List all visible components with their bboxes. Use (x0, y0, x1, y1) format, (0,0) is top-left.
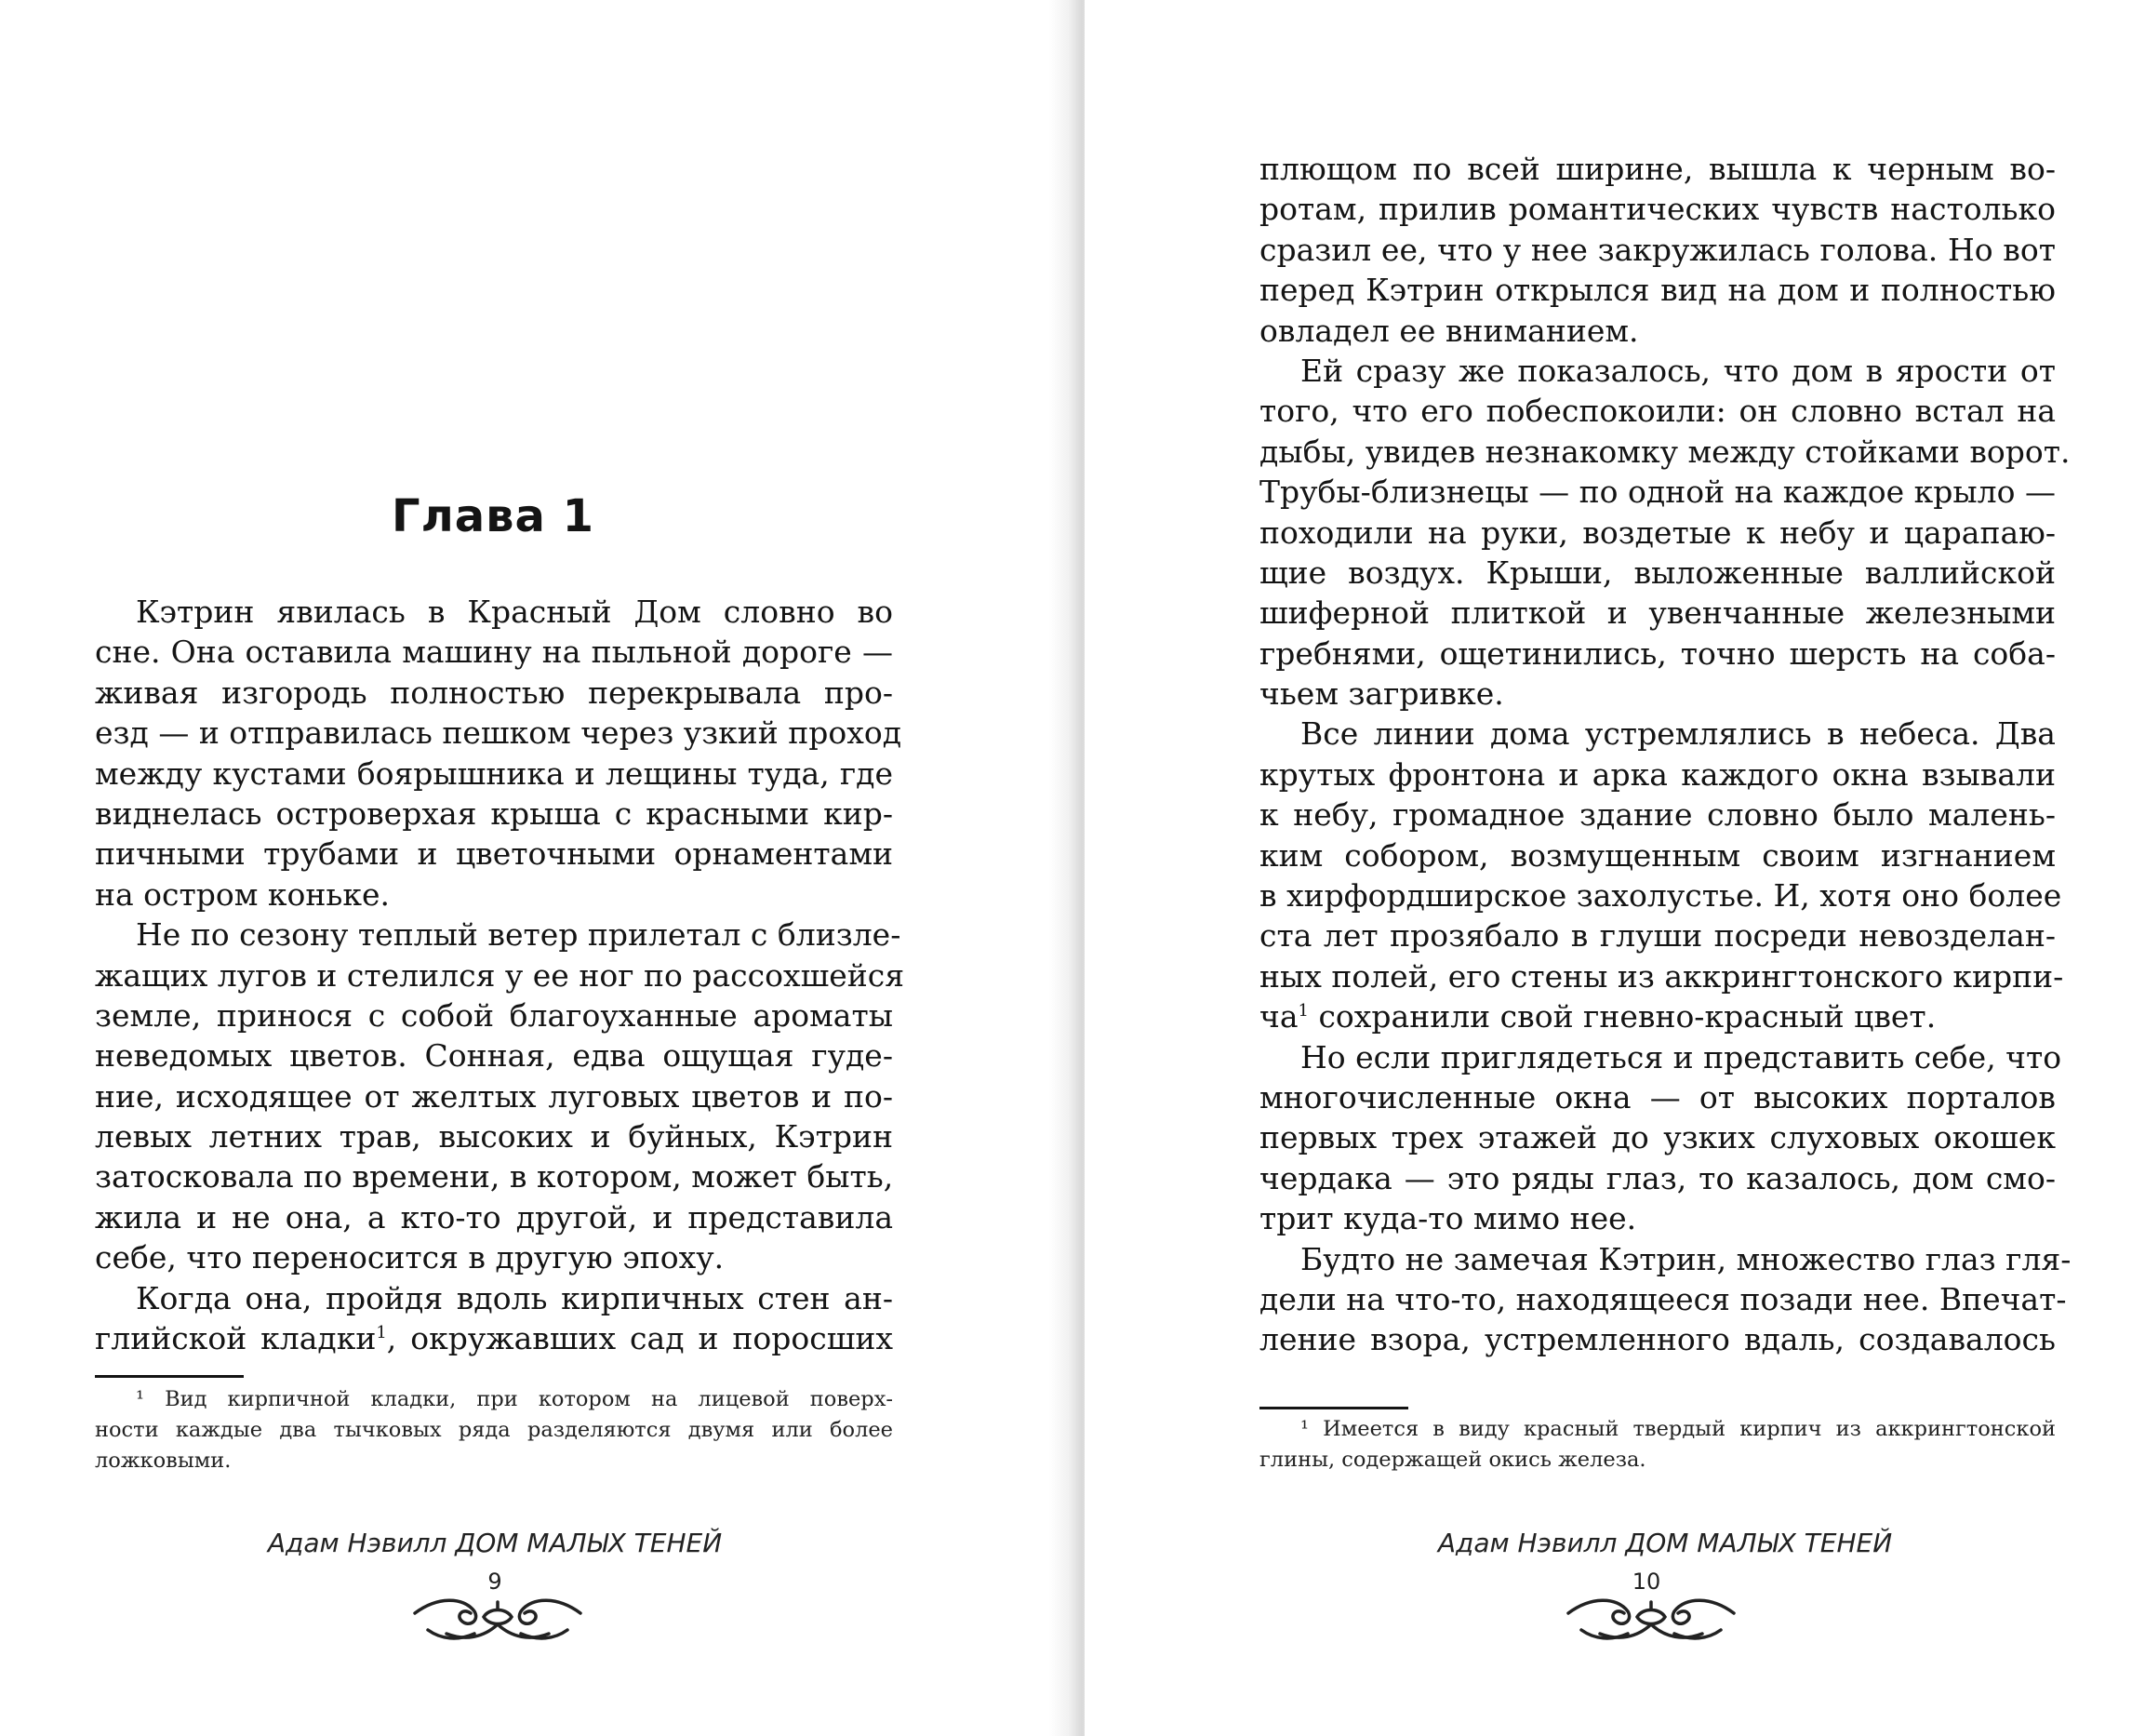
footnote-line: ности каждые два тычковых ряда разделяются двумя или более (95, 1418, 893, 1442)
text-line: неведомых цветов. Сонная, едва ощущая гуде- (95, 1037, 893, 1075)
text-line: езд — и отправилась пешком через узкий проход (95, 714, 902, 752)
text-line: к небу, громадное здание словно было малень- (1259, 796, 2056, 834)
left-body-text (95, 592, 905, 1358)
text-line (95, 1318, 893, 1358)
text-line: себе, что переносится в другую эпоху. (95, 1239, 725, 1276)
footnote-divider (95, 1375, 244, 1378)
text-line: сразил ее, что у нее закружилась голова. Но вот (1259, 231, 2056, 268)
text-line: пичными трубами и цветочными орнаментами (95, 835, 893, 873)
text-line: на остром коньке. (95, 875, 391, 913)
text-line: ление взора, устремленного вдаль, создавалось (1259, 1321, 2056, 1358)
text-line: того, что его побеспокоили: он словно встал на (1259, 393, 2056, 430)
text-fragment: глийской кладки (95, 1320, 377, 1357)
text-line: плющом по всей ширине, вышла к черным во- (1259, 151, 2056, 187)
text-line: Будто не замечая Кэтрин, множество глаз гля- (1300, 1240, 2072, 1277)
text-line: ким собором, возмущенным своим изгнанием (1259, 836, 2056, 874)
right-body-text (1259, 149, 2072, 1360)
footnote-marker: 1 (376, 1323, 387, 1343)
text-line: шиферной плиткой и увенчанные железными (1259, 594, 2056, 632)
text-line: ста лет прозябало в глуши посреди невозделан- (1259, 917, 2056, 955)
footnote-line: ¹ Вид кирпичной кладки, при котором на лицевой поверх- (136, 1387, 893, 1411)
text-line: чердака — это ряды глаз, то казалось, дом смо- (1259, 1159, 2056, 1196)
text-line: виднелась островерхая крыша с красными кир- (95, 795, 893, 832)
scroll-flourish-icon (409, 1589, 586, 1645)
text-line: овладел ее вниманием. (1259, 312, 1639, 349)
text-line: живая изгородь полностью перекрывала про- (95, 674, 893, 711)
text-line: походили на руки, воздетые к небу и царапаю- (1259, 514, 2056, 551)
text-line: ных полей, его стены из аккрингтонского кирпи- (1259, 957, 2064, 995)
text-line: щие воздух. Крыши, выложенные валлийской (1259, 554, 2056, 591)
text-line: Все линии дома устремлялись в небеса. Два (1300, 715, 2056, 753)
text-line: дели на что-то, находящееся позади нее. Впечат- (1259, 1280, 2067, 1317)
text-line: сне. Она оставила машину на пыльной дороге — (95, 634, 893, 671)
text-line: в хирфордширское захолустье. И, хотя оно более (1259, 877, 2062, 915)
scroll-flourish-icon (1563, 1589, 1739, 1645)
text-line: Трубы-близнецы — по одной на каждое крыло — (1259, 474, 2056, 511)
text-line: левых летних трав, высоких и буйных, Кэтрин (95, 1118, 893, 1155)
text-line: гребнями, ощетинились, точно шерсть на соба- (1259, 634, 2056, 672)
running-footer: Адам Нэвилл ДОМ МАЛЫХ ТЕНЕЙ (1437, 1528, 1893, 1558)
text-line: ротам, прилив романтических чувств настолько (1259, 191, 2056, 228)
text-line: ние, исходящее от желтых луговых цветов и по- (95, 1077, 893, 1115)
text-line: между кустами боярышника и лещины туда, где (95, 754, 893, 792)
footnote-divider (1259, 1407, 1408, 1409)
page-number: 9 (487, 1569, 502, 1595)
text-line: дыбы, увидев незнакомку между стойками ворот. (1259, 433, 2071, 470)
footnote-line: ¹ Имеется в виду красный твердый кирпич из аккрингтонской (1300, 1417, 2056, 1441)
text-line: Когда она, пройдя вдоль кирпичных стен ан- (136, 1279, 893, 1316)
text-line: трит куда-то мимо нее. (1259, 1200, 1637, 1237)
text-line: жила и не она, а кто-то другой, и представила (95, 1198, 893, 1235)
text-line: многочисленные окна — от высоких порталов (1259, 1078, 2056, 1115)
text-fragment: ча (1259, 998, 1299, 1035)
footnote-line: ложковыми. (95, 1449, 232, 1473)
text-line: перед Кэтрин открылся вид на дом и полностью (1259, 272, 2056, 309)
text-line: земле, принося с собой благоуханные ароматы (95, 996, 893, 1034)
text-line: чьем загривке. (1259, 675, 1504, 713)
text-line (1259, 996, 2056, 1036)
chapter-title: Глава 1 (391, 490, 594, 542)
footnote-line: глины, содержащей окись железа. (1259, 1448, 1646, 1472)
text-line: затосковала по времени, в котором, может быть, (95, 1158, 894, 1195)
text-line: жащих лугов и стелился у ее ног по рассохшейся (95, 956, 905, 994)
left-footnote (95, 1384, 893, 1476)
text-line: Кэтрин явилась в Красный Дом словно во (136, 594, 893, 630)
footnote-marker: 1 (1298, 1001, 1309, 1022)
text-line: Но если приглядеться и представить себе, что (1300, 1038, 2062, 1075)
text-line: Не по сезону теплый ветер прилетал с близле- (136, 916, 901, 954)
text-line: Ей сразу же показалось, что дом в ярости от (1300, 352, 2056, 389)
text-line: крутых фронтона и арка каждого окна взывали (1259, 755, 2056, 793)
text-line: первых трех этажей до узких слуховых окошек (1259, 1119, 2056, 1156)
text-fragment: , окружавших сад и поросших (386, 1320, 893, 1357)
left-page (0, 0, 1070, 1736)
right-footnote (1259, 1414, 2056, 1476)
text-fragment: сохранили свой гневно-красный цвет. (1308, 998, 1937, 1035)
page-number: 10 (1632, 1569, 1661, 1595)
running-footer: Адам Нэвилл ДОМ МАЛЫХ ТЕНЕЙ (267, 1528, 723, 1558)
